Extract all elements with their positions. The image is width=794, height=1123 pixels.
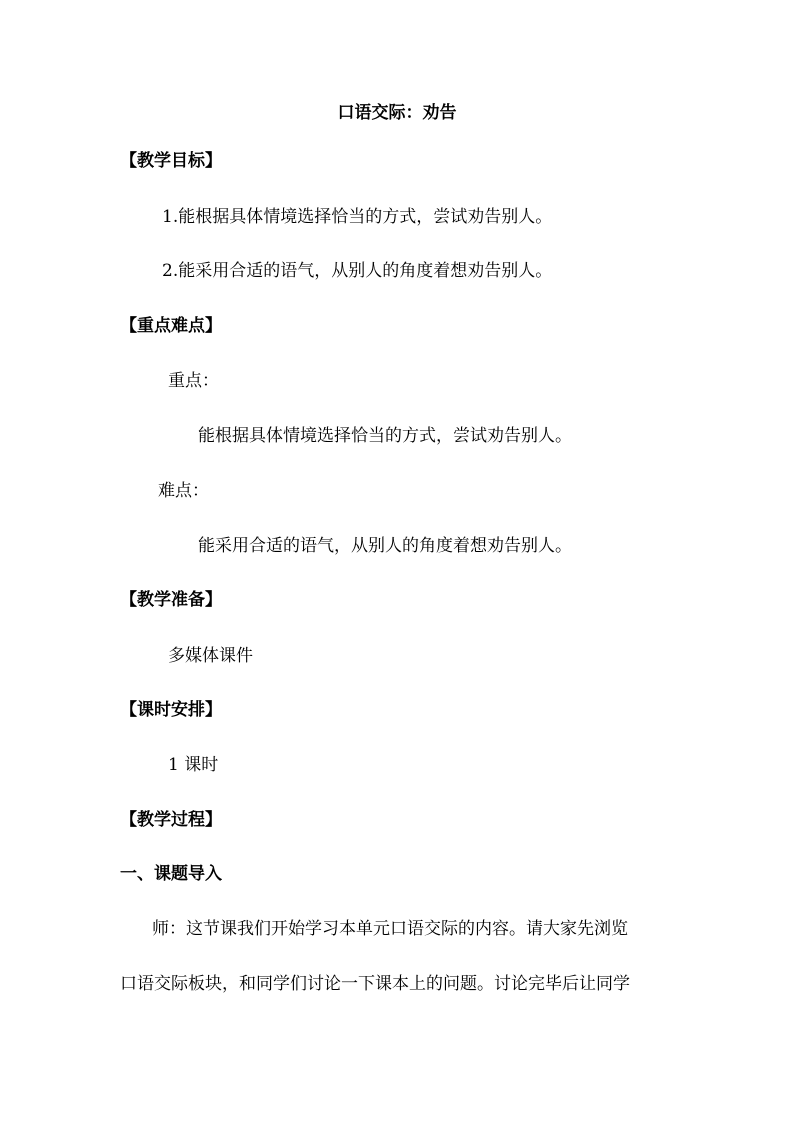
process-heading: 【教学过程】 xyxy=(120,810,222,830)
difficulty-text: 能采用合适的语气，从别人的角度着想劝告别人。 xyxy=(198,536,572,556)
schedule-heading: 【课时安排】 xyxy=(120,700,222,720)
key-points-heading: 【重点难点】 xyxy=(120,316,222,336)
focus-text: 能根据具体情境选择恰当的方式，尝试劝告别人。 xyxy=(198,426,572,446)
process-paragraph-line-1: 师：这节课我们开始学习本单元口语交际的内容。请大家先浏览 xyxy=(152,919,628,939)
focus-label: 重点： xyxy=(168,371,219,391)
objective-item-1: 1.能根据具体情境选择恰当的方式，尝试劝告别人。 xyxy=(162,207,553,227)
process-subheading: 一、课题导入 xyxy=(120,864,222,884)
preparation-heading: 【教学准备】 xyxy=(120,590,222,610)
schedule-text: 1 课时 xyxy=(168,755,219,775)
objective-item-2: 2.能采用合适的语气，从别人的角度着想劝告别人。 xyxy=(162,261,553,281)
preparation-text: 多媒体课件 xyxy=(168,646,253,666)
objectives-heading: 【教学目标】 xyxy=(120,151,222,171)
difficulty-label: 难点： xyxy=(158,481,209,501)
process-paragraph-line-2: 口语交际板块，和同学们讨论一下课本上的问题。讨论完毕后让同学 xyxy=(120,974,630,994)
document-title: 口语交际：劝告 xyxy=(337,103,457,123)
